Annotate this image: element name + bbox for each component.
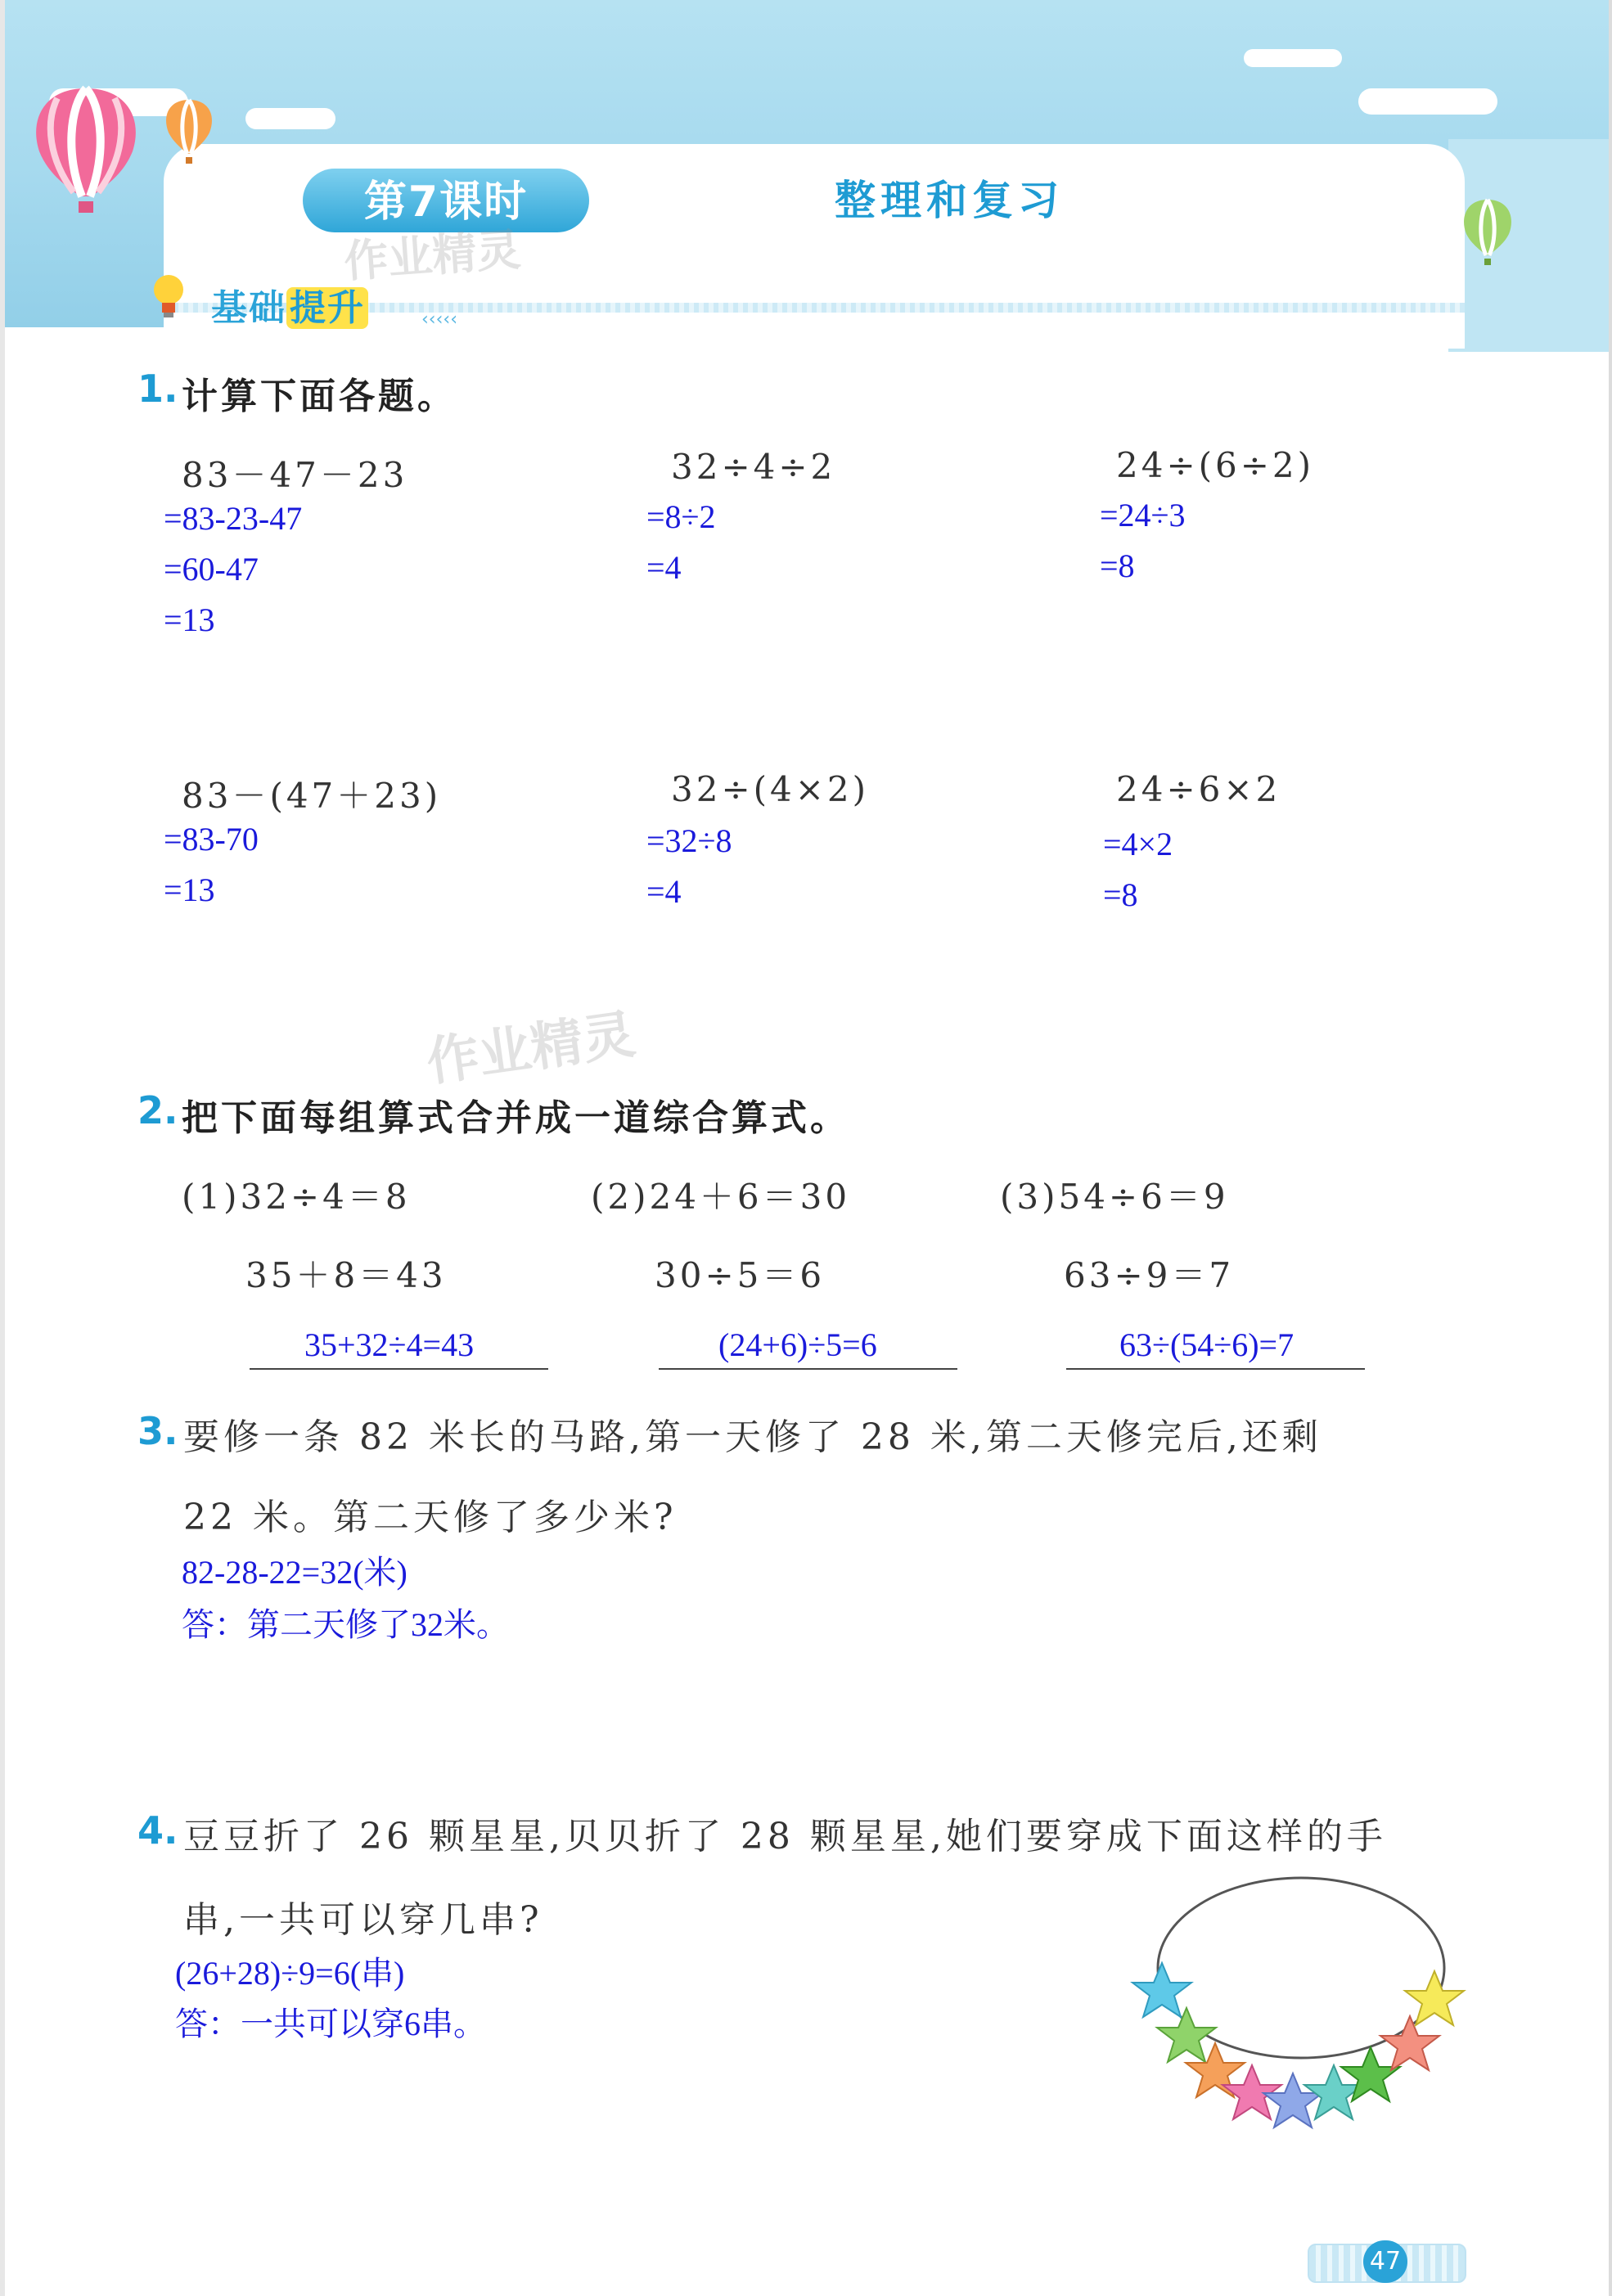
- answer-line: =60-47: [164, 551, 259, 588]
- watermark: 作业精灵: [342, 223, 523, 288]
- star-icon: [1157, 2008, 1216, 2062]
- answer-line: 答：第二天修了32米。: [182, 1606, 509, 1643]
- watermark: 作业精灵: [422, 1004, 639, 1094]
- lesson-title: 整理和复习: [835, 177, 1064, 224]
- expression: 24÷6×2: [1116, 769, 1281, 809]
- question-number: 1.: [137, 367, 178, 411]
- star-icon: [1263, 2073, 1322, 2127]
- question-text: 22 米。第二天修了多少米?: [183, 1497, 678, 1538]
- answer-line: 63÷(54÷6)=7: [1119, 1326, 1295, 1363]
- answer-line: =13: [164, 601, 215, 638]
- answer-line: (24+6)÷5=6: [718, 1326, 877, 1363]
- answer-line: 答：一共可以穿6串。: [175, 2006, 486, 2042]
- expression: 83－47－23: [182, 455, 408, 495]
- expression: 32÷4÷2: [671, 447, 836, 487]
- answer-line: 82-28-22=32(米): [182, 1554, 408, 1591]
- answer-line: =4: [646, 873, 682, 910]
- expression: 24÷(6÷2): [1116, 445, 1315, 485]
- lesson-label: 第7课时: [363, 178, 529, 227]
- answer-underline: [659, 1368, 957, 1370]
- star-bracelet-illustration: [1109, 1845, 1485, 2156]
- expression: (3)54÷6＝9: [1000, 1177, 1229, 1217]
- answer-line: =4: [646, 549, 682, 586]
- answer-line: =8÷2: [646, 498, 716, 535]
- section-label-part-a: 基础: [211, 287, 286, 329]
- answer-underline: [1066, 1368, 1365, 1370]
- cloud: [1244, 49, 1342, 67]
- answer-line: =83-23-47: [164, 500, 303, 537]
- star-icon: [1380, 2016, 1439, 2070]
- section-label: [211, 278, 368, 331]
- question-number: 4.: [137, 1808, 178, 1853]
- question-text: 豆豆折了 26 颗星星,贝贝折了 28 颗星星,她们要穿成下面这样的手: [183, 1816, 1387, 1857]
- expression: 35＋8＝43: [245, 1255, 447, 1295]
- hot-air-balloon-small-icon: [160, 97, 218, 170]
- expression: 83－(47＋23): [182, 776, 442, 816]
- answer-line: (26+28)÷9=6(串): [175, 1955, 405, 1992]
- question-text: 要修一条 82 米长的马路,第一天修了 28 米,第二天修完后,还剩: [183, 1416, 1322, 1458]
- answer-line: =13: [164, 871, 215, 908]
- expression: 32÷(4×2): [671, 769, 870, 809]
- cloud: [1358, 88, 1497, 115]
- question-prompt: 把下面每组算式合并成一道综合算式。: [182, 1097, 849, 1139]
- answer-line: =83-70: [164, 821, 259, 858]
- section-chevrons: ‹‹‹‹‹: [421, 309, 457, 330]
- cloud: [245, 108, 335, 129]
- star-icon: [1405, 1971, 1464, 2025]
- hot-air-balloon-green-icon: [1458, 196, 1517, 273]
- star-icon: [1132, 1963, 1191, 2017]
- expression: 30÷5＝6: [655, 1255, 826, 1295]
- answer-line: =24÷3: [1100, 497, 1186, 533]
- page-number: 47: [1363, 2240, 1407, 2283]
- question-number: 2.: [137, 1088, 178, 1132]
- expression: (1)32÷4＝8: [182, 1177, 411, 1217]
- lightbulb-icon: [147, 270, 190, 322]
- expression: 63÷9＝7: [1064, 1255, 1235, 1295]
- section-label-part-b: 提升: [286, 287, 368, 329]
- question-text: 串,一共可以穿几串?: [183, 1899, 543, 1941]
- answer-line: 35+32÷4=43: [304, 1326, 475, 1363]
- answer-line: =32÷8: [646, 822, 732, 859]
- answer-underline: [250, 1368, 548, 1370]
- question-prompt: 计算下面各题。: [182, 376, 457, 417]
- answer-line: =8: [1103, 876, 1138, 913]
- hot-air-balloon-large-icon: [25, 82, 147, 221]
- answer-line: =8: [1100, 547, 1135, 584]
- answer-line: =4×2: [1103, 826, 1173, 862]
- expression: (2)24＋6＝30: [591, 1177, 851, 1217]
- question-number: 3.: [137, 1409, 178, 1453]
